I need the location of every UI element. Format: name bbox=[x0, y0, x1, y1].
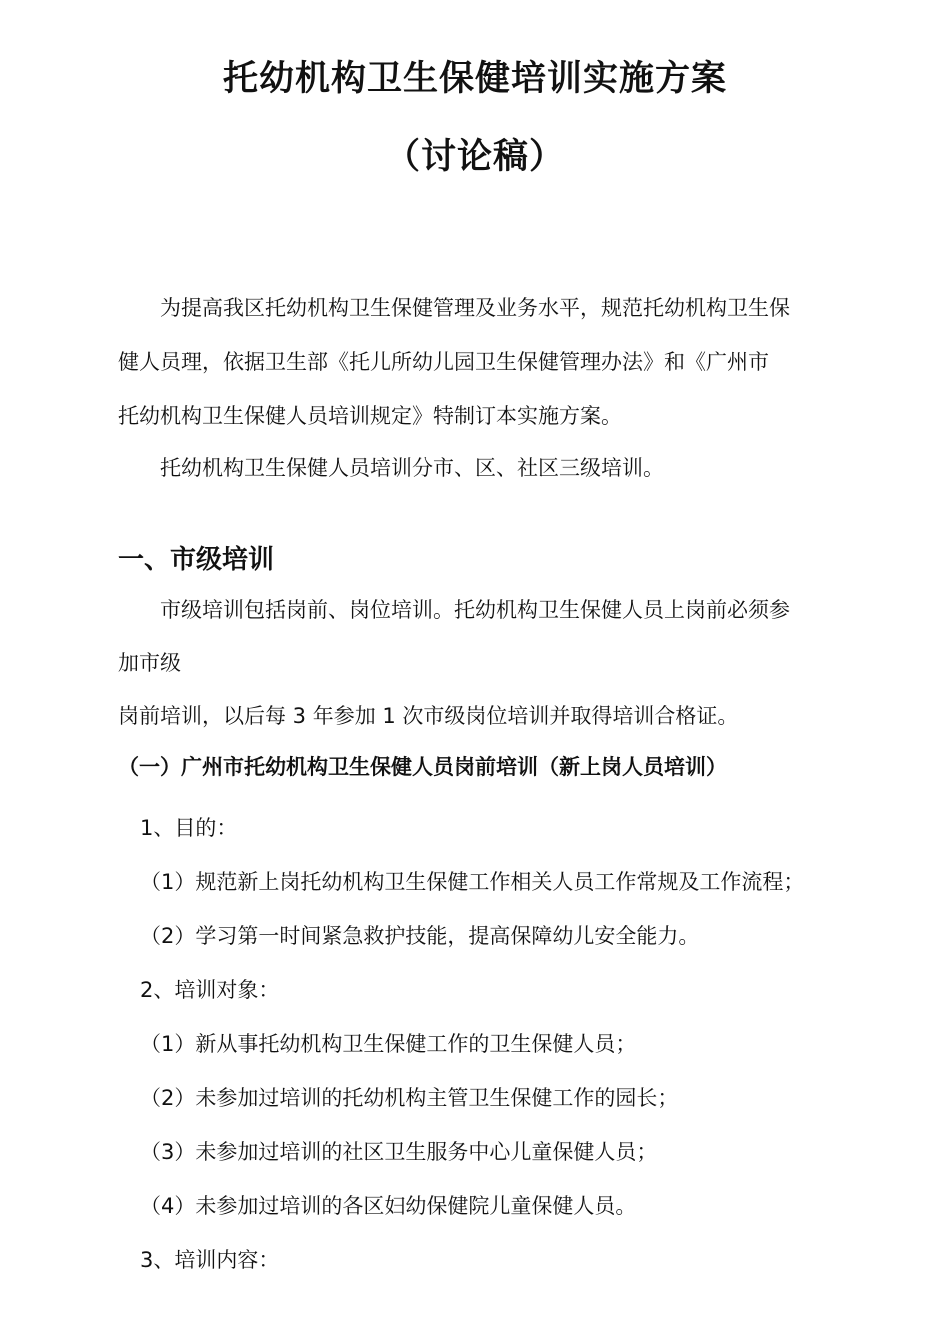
list-item: （2）未参加过培训的托幼机构主管卫生保健工作的园长； bbox=[140, 1086, 679, 1110]
list-label: 1、目的： bbox=[140, 816, 238, 840]
document-title: 托幼机构卫生保健培训实施方案 bbox=[222, 59, 727, 99]
section-body-line: 加市级 bbox=[118, 651, 181, 675]
list-item: （1）新从事托幼机构卫生保健工作的卫生保健人员； bbox=[140, 1032, 637, 1056]
intro-paragraph-line: 健人员理，依据卫生部《托儿所幼儿园卫生保健管理办法》和《广州市 bbox=[118, 350, 769, 374]
document-subtitle: （讨论稿） bbox=[384, 137, 565, 177]
list-item: （1）规范新上岗托幼机构卫生保健工作相关人员工作常规及工作流程； bbox=[140, 870, 805, 894]
intro-paragraph-line: 为提高我区托幼机构卫生保健管理及业务水平，规范托幼机构卫生保 bbox=[160, 296, 790, 320]
section-body-line: 市级培训包括岗前、岗位培训。托幼机构卫生保健人员上岗前必须参 bbox=[160, 598, 790, 622]
section-heading: 一、市级培训 bbox=[118, 545, 275, 575]
intro-paragraph-line: 托幼机构卫生保健人员培训分市、区、社区三级培训。 bbox=[160, 456, 664, 480]
list-label: 3、培训内容： bbox=[140, 1248, 280, 1272]
list-item: （2）学习第一时间紧急救护技能，提高保障幼儿安全能力。 bbox=[140, 924, 700, 948]
subsection-heading: （一）广州市托幼机构卫生保健人员岗前培训（新上岗人员培训） bbox=[118, 755, 727, 779]
list-item: （4）未参加过培训的各区妇幼保健院儿童保健人员。 bbox=[140, 1194, 637, 1218]
intro-paragraph-line: 托幼机构卫生保健人员培训规定》特制订本实施方案。 bbox=[118, 404, 622, 428]
section-body-line: 岗前培训，以后每 3 年参加 1 次市级岗位培训并取得培训合格证。 bbox=[118, 704, 739, 728]
list-label: 2、培训对象： bbox=[140, 978, 280, 1002]
list-item: （3）未参加过培训的社区卫生服务中心儿童保健人员； bbox=[140, 1140, 658, 1164]
